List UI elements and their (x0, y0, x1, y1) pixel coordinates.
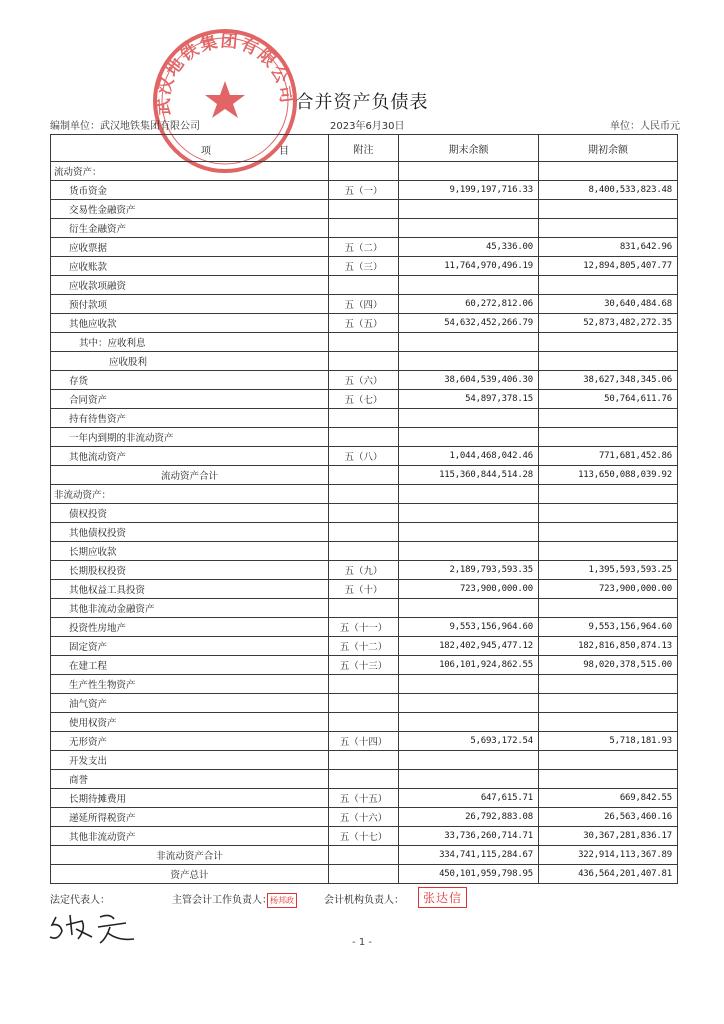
table-row (51, 485, 678, 504)
row-ending-balance: 1,044,468,042.46 (399, 447, 539, 466)
row-opening-balance (539, 409, 678, 428)
row-opening-balance: 30,640,484.68 (539, 295, 678, 314)
row-ending-balance: 9,199,197,716.33 (399, 181, 539, 200)
row-item-label: 递延所得税资产 (51, 808, 329, 827)
table-row (51, 390, 678, 409)
row-item-label: 固定资产 (51, 637, 329, 656)
table-row (51, 694, 678, 713)
row-ending-balance (399, 162, 539, 181)
table-row (51, 219, 678, 238)
row-note (329, 428, 399, 447)
row-opening-balance: 436,564,201,407.81 (539, 865, 678, 884)
row-opening-balance: 723,900,000.00 (539, 580, 678, 599)
table-row (51, 789, 678, 808)
row-note (329, 219, 399, 238)
table-row (51, 808, 678, 827)
row-item-label: 其他应收款 (51, 314, 329, 333)
table-row (51, 523, 678, 542)
row-ending-balance (399, 219, 539, 238)
row-ending-balance: 115,360,844,514.28 (399, 466, 539, 485)
row-note: 五（十） (329, 580, 399, 599)
row-note: 五（六） (329, 371, 399, 390)
table-row (51, 713, 678, 732)
row-note (329, 846, 399, 865)
row-note: 五（十七） (329, 827, 399, 846)
row-ending-balance: 334,741,115,284.67 (399, 846, 539, 865)
balance-sheet-table (50, 134, 678, 884)
document-title: 合并资产负债表 (295, 92, 429, 113)
row-note: 五（十一） (329, 618, 399, 637)
row-item-label: 其他债权投资 (51, 523, 329, 542)
table-row (51, 504, 678, 523)
row-note: 五（九） (329, 561, 399, 580)
row-item-label: 合同资产 (51, 390, 329, 409)
row-opening-balance (539, 599, 678, 618)
row-ending-balance: 106,101,924,862.55 (399, 656, 539, 675)
row-note: 五（三） (329, 257, 399, 276)
row-item-label: 其他非流动金融资产 (51, 599, 329, 618)
table-row (51, 295, 678, 314)
accounting-head-label: 会计机构负责人： (324, 895, 404, 906)
row-item-label: 长期待摊费用 (51, 789, 329, 808)
row-note: 五（一） (329, 181, 399, 200)
chief-accountant-label: 主管会计工作负责人： (172, 895, 272, 906)
row-ending-balance: 9,553,156,964.60 (399, 618, 539, 637)
table-row (51, 238, 678, 257)
row-item-label: 交易性金融资产 (51, 200, 329, 219)
row-opening-balance: 52,873,482,272.35 (539, 314, 678, 333)
row-note (329, 200, 399, 219)
row-note (329, 865, 399, 884)
row-opening-balance (539, 713, 678, 732)
row-note: 五（十六） (329, 808, 399, 827)
row-ending-balance: 5,693,172.54 (399, 732, 539, 751)
row-item-label: 无形资产 (51, 732, 329, 751)
row-opening-balance (539, 504, 678, 523)
row-note (329, 599, 399, 618)
row-ending-balance (399, 504, 539, 523)
row-ending-balance: 54,897,378.15 (399, 390, 539, 409)
row-item-label: 非流动资产： (51, 485, 329, 504)
page-number: - 1 - (352, 937, 372, 948)
row-ending-balance (399, 276, 539, 295)
row-opening-balance (539, 333, 678, 352)
row-opening-balance: 12,894,805,407.77 (539, 257, 678, 276)
row-item-label: 流动资产： (51, 162, 329, 181)
table-row (51, 371, 678, 390)
table-row (51, 656, 678, 675)
row-opening-balance: 1,395,593,593.25 (539, 561, 678, 580)
legal-representative-label: 法定代表人： (50, 895, 110, 906)
table-row (51, 257, 678, 276)
row-item-label: 应收款项融资 (51, 276, 329, 295)
table-row (51, 447, 678, 466)
row-ending-balance: 11,764,970,496.19 (399, 257, 539, 276)
row-item-label: 其中：应收利息 (51, 333, 329, 352)
row-note (329, 485, 399, 504)
row-ending-balance (399, 542, 539, 561)
row-ending-balance: 647,615.71 (399, 789, 539, 808)
row-note: 五（八） (329, 447, 399, 466)
row-opening-balance (539, 276, 678, 295)
row-ending-balance: 33,736,260,714.71 (399, 827, 539, 846)
row-item-label: 投资性房地产 (51, 618, 329, 637)
row-note (329, 276, 399, 295)
table-row (51, 846, 678, 865)
row-opening-balance (539, 542, 678, 561)
row-item-label: 衍生金融资产 (51, 219, 329, 238)
row-opening-balance: 26,563,460.16 (539, 808, 678, 827)
row-note: 五（十五） (329, 789, 399, 808)
row-note (329, 352, 399, 371)
row-opening-balance (539, 694, 678, 713)
table-row (51, 618, 678, 637)
row-ending-balance: 2,189,793,593.35 (399, 561, 539, 580)
row-opening-balance: 30,367,281,836.17 (539, 827, 678, 846)
row-item-label: 应收账款 (51, 257, 329, 276)
row-note (329, 162, 399, 181)
row-item-label: 货币资金 (51, 181, 329, 200)
table-row (51, 675, 678, 694)
row-opening-balance: 113,650,088,039.92 (539, 466, 678, 485)
row-ending-balance (399, 428, 539, 447)
row-opening-balance: 182,816,850,874.13 (539, 637, 678, 656)
header-ending-balance: 期末余额 (399, 135, 539, 162)
table-row (51, 428, 678, 447)
chief-accountant-stamp: 杨邦政 (267, 893, 297, 908)
row-item-label: 使用权资产 (51, 713, 329, 732)
table-row (51, 580, 678, 599)
row-ending-balance (399, 599, 539, 618)
table-row (51, 200, 678, 219)
row-opening-balance (539, 770, 678, 789)
row-item-label: 应收股利 (51, 352, 329, 371)
row-opening-balance: 5,718,181.93 (539, 732, 678, 751)
row-ending-balance (399, 675, 539, 694)
table-row (51, 751, 678, 770)
table-row (51, 732, 678, 751)
preparer-label: 编制单位：武汉地铁集团有限公司 (50, 121, 200, 132)
row-item-label: 其他非流动资产 (51, 827, 329, 846)
row-item-label: 资产总计 (51, 865, 329, 884)
row-note: 五（七） (329, 390, 399, 409)
report-date: 2023年6月30日 (330, 121, 405, 132)
row-item-label: 其他权益工具投资 (51, 580, 329, 599)
row-opening-balance (539, 675, 678, 694)
table-row (51, 827, 678, 846)
table-row (51, 181, 678, 200)
row-opening-balance (539, 162, 678, 181)
row-note (329, 694, 399, 713)
row-note (329, 675, 399, 694)
row-opening-balance: 50,764,611.76 (539, 390, 678, 409)
table-row (51, 542, 678, 561)
row-note (329, 770, 399, 789)
table-row (51, 352, 678, 371)
table-row (51, 466, 678, 485)
row-note (329, 333, 399, 352)
accounting-head-stamp: 张达信 (418, 887, 467, 908)
row-item-label: 商誉 (51, 770, 329, 789)
table-row (51, 599, 678, 618)
row-item-label: 生产性生物资产 (51, 675, 329, 694)
row-item-label: 其他流动资产 (51, 447, 329, 466)
row-ending-balance: 45,336.00 (399, 238, 539, 257)
row-opening-balance: 9,553,156,964.60 (539, 618, 678, 637)
row-note (329, 751, 399, 770)
row-opening-balance: 8,400,533,823.48 (539, 181, 678, 200)
row-opening-balance: 322,914,113,367.89 (539, 846, 678, 865)
row-note: 五（五） (329, 314, 399, 333)
row-opening-balance (539, 523, 678, 542)
row-note: 五（十四） (329, 732, 399, 751)
row-ending-balance: 182,402,945,477.12 (399, 637, 539, 656)
row-item-label: 存货 (51, 371, 329, 390)
table-row (51, 314, 678, 333)
table-row (51, 333, 678, 352)
row-item-label: 非流动资产合计 (51, 846, 329, 865)
row-opening-balance: 771,681,452.86 (539, 447, 678, 466)
table-row (51, 561, 678, 580)
row-ending-balance: 450,101,959,798.95 (399, 865, 539, 884)
row-item-label: 油气资产 (51, 694, 329, 713)
row-opening-balance (539, 428, 678, 447)
table-row (51, 637, 678, 656)
row-opening-balance (539, 200, 678, 219)
row-opening-balance: 38,627,348,345.06 (539, 371, 678, 390)
row-item-label: 持有待售资产 (51, 409, 329, 428)
svg-text:武汉地铁集团有限公司: 武汉地铁集团有限公司 (153, 31, 297, 116)
row-opening-balance: 669,842.55 (539, 789, 678, 808)
row-item-label: 一年内到期的非流动资产 (51, 428, 329, 447)
row-item-label: 预付款项 (51, 295, 329, 314)
row-item-label: 长期应收款 (51, 542, 329, 561)
table-row (51, 276, 678, 295)
row-note: 五（十三） (329, 656, 399, 675)
header-item: 项 目 (51, 135, 329, 162)
row-opening-balance (539, 485, 678, 504)
row-opening-balance (539, 352, 678, 371)
table-row (51, 409, 678, 428)
row-note (329, 409, 399, 428)
row-ending-balance (399, 485, 539, 504)
table-row (51, 770, 678, 789)
row-opening-balance: 831,642.96 (539, 238, 678, 257)
table-row (51, 162, 678, 181)
table-header-row (51, 135, 678, 162)
row-ending-balance (399, 751, 539, 770)
row-note (329, 504, 399, 523)
row-item-label: 债权投资 (51, 504, 329, 523)
header-opening-balance: 期初余额 (539, 135, 678, 162)
row-ending-balance: 54,632,452,266.79 (399, 314, 539, 333)
row-item-label: 开发支出 (51, 751, 329, 770)
row-ending-balance (399, 694, 539, 713)
table-row (51, 865, 678, 884)
row-ending-balance (399, 770, 539, 789)
row-note: 五（四） (329, 295, 399, 314)
row-note: 五（二） (329, 238, 399, 257)
row-note (329, 713, 399, 732)
header-note: 附注 (329, 135, 399, 162)
row-ending-balance (399, 200, 539, 219)
row-item-label: 应收票据 (51, 238, 329, 257)
currency-unit: 单位：人民币元 (610, 121, 680, 132)
row-item-label: 流动资产合计 (51, 466, 329, 485)
row-ending-balance (399, 352, 539, 371)
row-note (329, 523, 399, 542)
row-ending-balance: 38,604,539,406.30 (399, 371, 539, 390)
row-ending-balance: 723,900,000.00 (399, 580, 539, 599)
row-opening-balance (539, 219, 678, 238)
row-ending-balance (399, 409, 539, 428)
row-ending-balance (399, 333, 539, 352)
row-ending-balance (399, 523, 539, 542)
row-ending-balance (399, 713, 539, 732)
row-opening-balance: 98,020,378,515.00 (539, 656, 678, 675)
row-note (329, 542, 399, 561)
row-item-label: 在建工程 (51, 656, 329, 675)
row-ending-balance: 60,272,812.06 (399, 295, 539, 314)
row-note: 五（十二） (329, 637, 399, 656)
row-opening-balance (539, 751, 678, 770)
row-note (329, 466, 399, 485)
row-item-label: 长期股权投资 (51, 561, 329, 580)
row-ending-balance: 26,792,883.08 (399, 808, 539, 827)
